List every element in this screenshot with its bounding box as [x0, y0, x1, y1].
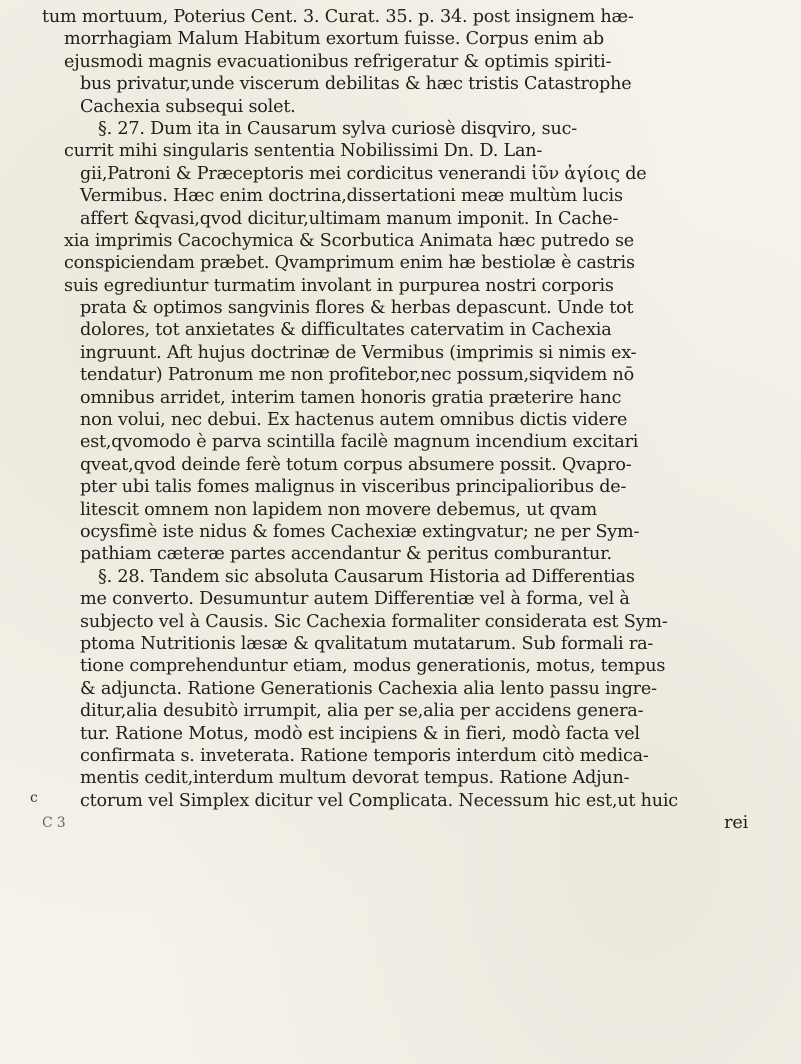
text-line: morrhagiam Malum Habitum exortum fuisse. Corpus enim ab [64, 29, 604, 50]
text-line: dolores, tot anxietates & difficultates catervatim in Cachexia [80, 320, 612, 341]
text-line: currit mihi singularis sententia Nobilissimi Dn. D. Lan- [64, 141, 543, 162]
text-line: pter ubi talis fomes malignus in visceribus principalioribus de- [80, 477, 627, 498]
text-line: Cachexia subsequi solet. [80, 96, 296, 117]
text-line: qveat,qvod deinde ferè totum corpus absumere possit. Qvapro- [80, 454, 632, 475]
text-line: conspiciendam præbet. Qvamprimum enim hæ bestiolæ è castris [64, 253, 635, 274]
page-footer-line [42, 812, 782, 834]
text-line: non volui, nec debui. Ex hactenus autem omnibus dictis videre [80, 410, 628, 431]
text-line: affert &qvasi,qvod dicitur,ultimam manum imponit. In Cache- [80, 208, 619, 229]
text-line: tione comprehenduntur etiam, modus generationis, motus, tempus [80, 656, 666, 677]
text-line: litescit omnem non lapidem non movere debemus, ut qvam [80, 499, 598, 520]
text-line: ejusmodi magnis evacuationibus refrigeratur & optimis spiriti- [64, 51, 612, 72]
text-line: suis egrediuntur turmatim involant in purpurea nostri corporis [64, 275, 614, 296]
text-line: est,qvomodo è parva scintilla facilè magnum incendium excitari [80, 432, 639, 453]
text-line: tum mortuum, Poterius Cent. 3. Curat. 35. p. 34. post insignem hæ- [42, 7, 634, 27]
text-line: xia imprimis Cacochymica & Scorbutica Animata hæc putredo se [64, 230, 635, 251]
text-line: gii,Patroni & Præceptoris mei cordicitus venerandi ἱῦν ἀγίοις de [80, 163, 647, 184]
text-line: Vermibus. Hæc enim doctrina,dissertationi meæ multùm lucis [80, 186, 623, 207]
text-line: me converto. Desumuntur autem Differentiæ vel à forma, vel à [80, 589, 630, 610]
text-line: mentis cedit,interdum multum devorat tempus. Ratione Adjun- [80, 768, 630, 789]
body-text [42, 6, 782, 834]
text-line: prata & optimos sangvinis flores & herbas depascunt. Unde tot [80, 298, 634, 319]
paragraph-start-line: §. 28. Tandem sic absoluta Causarum Historia ad Differentias [98, 566, 635, 587]
text-line: tendatur) Patronum me non profitebor,nec possum,siqvidem nō [80, 365, 634, 386]
text-line: ingruunt. Aft hujus doctrinæ de Vermibus (imprimis si nimis ex- [80, 342, 637, 363]
text-line: ocysfimè iste nidus & fomes Cachexiæ extingvatur; ne per Sym- [80, 521, 640, 542]
catchword: rei [724, 813, 748, 834]
margin-mark: c [30, 790, 38, 806]
text-line: bus privatur,unde viscerum debilitas & hæc tristis Catastrophe [80, 74, 632, 95]
text-line: subjecto vel à Causis. Sic Cachexia formaliter considerata est Sym- [80, 611, 668, 632]
text-line: ditur,alia desubitò irrumpit, alia per se,alia per accidens genera- [80, 701, 644, 722]
text-line: tur. Ratione Motus, modò est incipiens & in fieri, modò facta vel [80, 723, 640, 744]
text-line: pathiam cæteræ partes accendantur & peritus comburantur. [80, 544, 612, 565]
paragraph-start-line: §. 27. Dum ita in Causarum sylva curiosè disqviro, suc- [98, 118, 577, 139]
text-line: ctorum vel Simplex dicitur vel Complicata. Necessum hic est,ut huic [80, 790, 678, 811]
text-line: confirmata s. inveterata. Ratione temporis interdum citò medica- [80, 745, 649, 766]
text-line: omnibus arridet, interim tamen honoris gratia præterire hanc [80, 387, 622, 408]
text-line: & adjuncta. Ratione Generationis Cachexia alia lento passu ingre- [80, 678, 657, 699]
signature-mark: C 3 [42, 815, 66, 832]
text-line: ptoma Nutritionis læsæ & qvalitatum mutatarum. Sub formali ra- [80, 633, 654, 654]
